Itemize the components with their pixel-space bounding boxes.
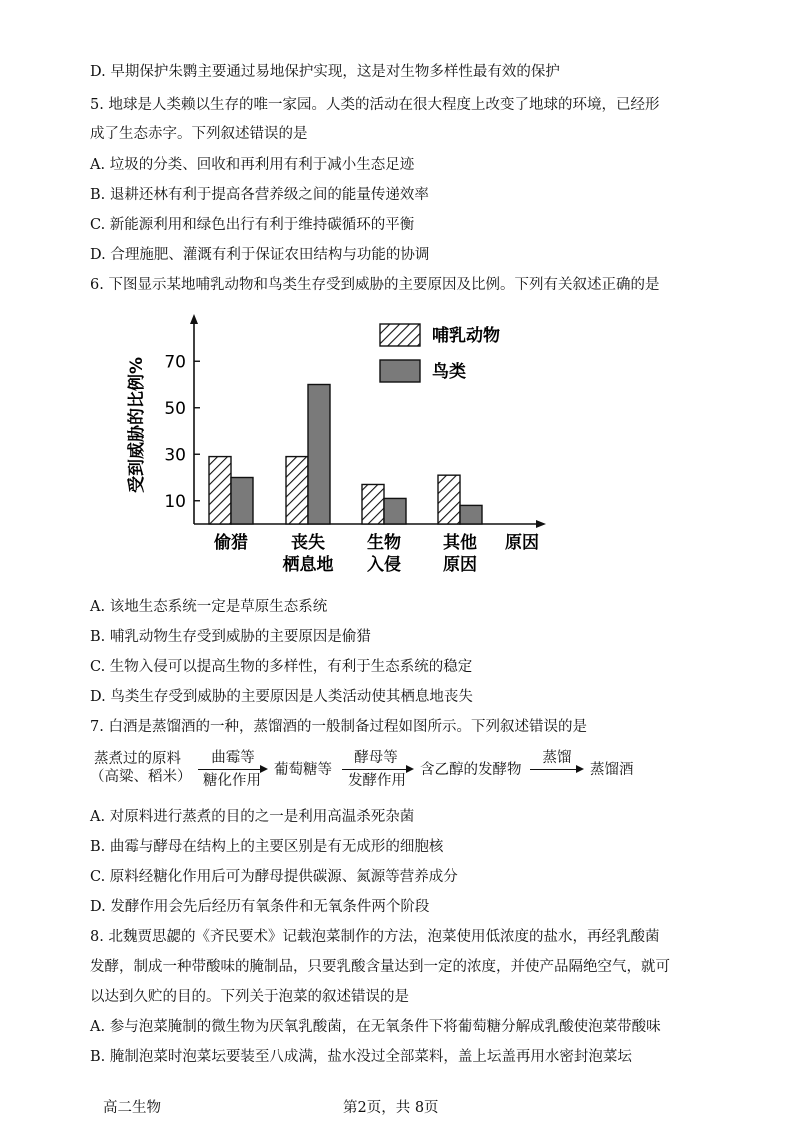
q5-option-d: D. 合理施肥、灌溉有利于保证农田结构与功能的协调 [90, 247, 430, 263]
flow-arrow3-top: 蒸馏 [542, 750, 572, 766]
q8-stem-line2: 发酵，制成一种带酸味的腌制品，只要乳酸含量达到一定的浓度，并使产品隔绝空气，就可 [90, 959, 670, 975]
q5-stem-line1: 5. 地球是人类赖以生存的唯一家园。人类的活动在很大程度上改变了地球的环境，已经形 [90, 97, 660, 113]
q5-option-a: A. 垃圾的分类、回收和再利用有利于减小生态足迹 [90, 157, 415, 173]
q8-stem-line3: 以达到久贮的目的。下列关于泡菜的叙述错误的是 [90, 989, 409, 1005]
flow-arrow2 [342, 769, 412, 770]
q5-stem-line2: 成了生态赤字。下列叙述错误的是 [90, 126, 308, 142]
x-tick-label-2-1: 入侵 [367, 555, 401, 575]
q6-stem: 6. 下图显示某地哺乳动物和鸟类生存受到威胁的主要原因及比例。下列有关叙述正确的是 [90, 277, 660, 293]
q7-option-d: D. 发酵作用会先后经历有氧条件和无氧条件两个阶段 [90, 899, 430, 915]
q5-option-c: C. 新能源利用和绿色出行有利于维持碳循环的平衡 [90, 217, 415, 233]
q6-option-c: C. 生物入侵可以提高生物的多样性，有利于生态系统的稳定 [90, 659, 473, 675]
bar-mammal-2 [362, 484, 384, 524]
y-tick-label-30: 30 [164, 445, 186, 466]
x-tick-label-1-1: 栖息地 [282, 555, 334, 575]
q6-option-d: D. 鸟类生存受到威胁的主要原因是人类活动使其栖息地丧失 [90, 689, 473, 705]
bar-bird-1 [308, 385, 330, 525]
x-tick-label-3-1: 原因 [443, 555, 477, 575]
y-tick-label-50: 50 [164, 398, 186, 419]
flow-node-glucose: 葡萄糖等 [274, 762, 332, 778]
bar-mammal-0 [209, 457, 231, 524]
legend-swatch-1 [380, 360, 420, 382]
flow-arrow1-top: 曲霉等 [211, 750, 255, 766]
q7-option-a: A. 对原料进行蒸煮的目的之一是利用高温杀死杂菌 [90, 809, 415, 825]
threat-bar-chart [118, 308, 558, 583]
bar-mammal-3 [438, 475, 460, 524]
flow-node-ferment: 含乙醇的发酵物 [420, 762, 522, 778]
footer-subject: 高二生物 [103, 1100, 161, 1116]
legend-label-1: 鸟类 [432, 362, 466, 382]
flow-arrow1 [198, 769, 266, 770]
bar-bird-0 [231, 478, 253, 525]
y-tick-label-70: 70 [164, 352, 186, 373]
q7-option-b: B. 曲霉与酵母在结构上的主要区别是有无成形的细胞核 [90, 839, 444, 855]
flow-arrow2-bottom: 发酵作用 [348, 773, 406, 789]
q6-option-a: A. 该地生态系统一定是草原生态系统 [90, 599, 328, 615]
x-tick-label-1-0: 丧失 [291, 533, 325, 553]
flow-node-liquor: 蒸馏酒 [590, 762, 634, 778]
bar-bird-3 [460, 505, 482, 524]
y-axis-arrow [190, 314, 198, 324]
legend-swatch-0 [380, 324, 420, 346]
x-tick-label-2-0: 生物 [367, 533, 401, 553]
q4-option-d: D. 早期保护朱鹮主要通过易地保护实现，这是对生物多样性最有效的保护 [90, 64, 560, 80]
q8-stem-line1: 8. 北魏贾思勰的《齐民要术》记载泡菜制作的方法，泡菜使用低浓度的盐水，再经乳酸菌 [90, 929, 660, 945]
y-axis-title: 受到威胁的比例% [127, 356, 147, 494]
x-tick-label-0-0: 偷猎 [214, 533, 248, 553]
footer-page-number: 第2页，共 8页 [343, 1100, 439, 1116]
q7-stem: 7. 白酒是蒸馏酒的一种，蒸馏酒的一般制备过程如图所示。下列叙述错误的是 [90, 719, 587, 735]
bar-mammal-1 [286, 457, 308, 524]
x-axis-arrow [536, 520, 546, 528]
bar-bird-2 [384, 498, 406, 524]
q5-option-b: B. 退耕还林有利于提高各营养级之间的能量传递效率 [90, 187, 429, 203]
q6-option-b: B. 哺乳动物生存受到威胁的主要原因是偷猎 [90, 629, 371, 645]
flow-node-raw-material: 蒸煮过的原料 [94, 751, 181, 767]
flow-arrow2-top: 酵母等 [354, 750, 398, 766]
flow-arrow3 [530, 769, 582, 770]
x-axis-title: 原因 [505, 533, 539, 553]
y-tick-label-10: 10 [164, 491, 186, 512]
x-tick-label-3-0: 其他 [443, 533, 477, 553]
q8-option-a: A. 参与泡菜腌制的微生物为厌氧乳酸菌，在无氧条件下将葡萄糖分解成乳酸使泡菜带酸味 [90, 1019, 661, 1035]
flow-arrow1-bottom: 糖化作用 [203, 773, 261, 789]
q8-option-b: B. 腌制泡菜时泡菜坛要装至八成满，盐水没过全部菜料，盖上坛盖再用水密封泡菜坛 [90, 1049, 632, 1065]
q7-option-c: C. 原料经糖化作用后可为酵母提供碳源、氮源等营养成分 [90, 869, 458, 885]
flow-node-raw-material-note: （高粱、稻米） [90, 769, 192, 785]
legend-label-0: 哺乳动物 [432, 326, 500, 346]
